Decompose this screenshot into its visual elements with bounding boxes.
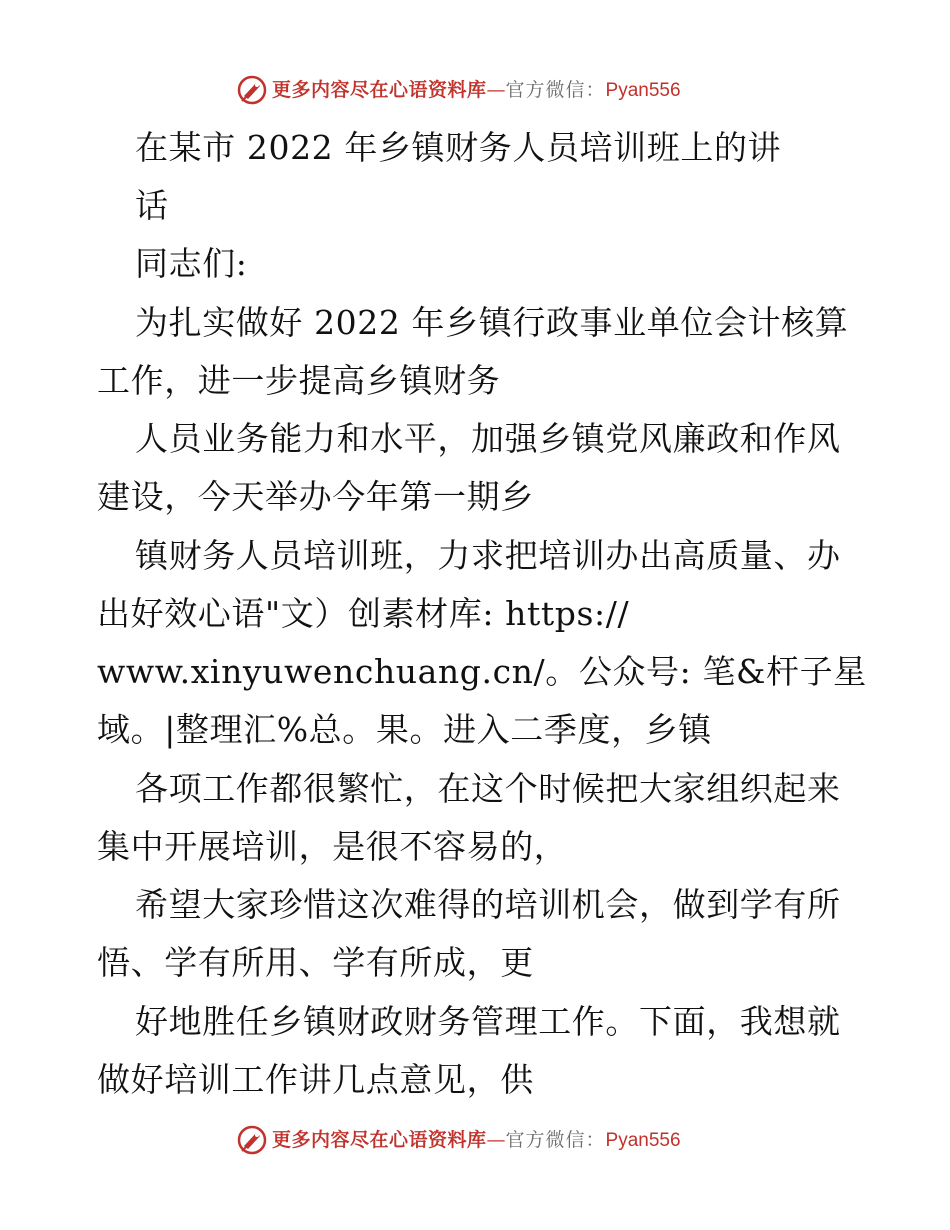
doc-title-line-2: 话 — [135, 186, 169, 225]
doc-line: 悟、学有所用、学有所成，更 — [97, 943, 534, 982]
banner-red-text: 更多内容尽在心语资料库 — [272, 79, 487, 101]
doc-line: 希望大家珍惜这次难得的培训机会，做到学有所 — [135, 885, 841, 924]
doc-line: 各项工作都很繁忙，在这个时候把大家组织起来 — [135, 769, 841, 808]
pen-nib-logo-icon — [236, 1124, 268, 1156]
banner-grey-text: 官方微信： — [505, 1129, 606, 1151]
doc-line: 好地胜任乡镇财政财务管理工作。下面，我想就 — [135, 1002, 841, 1041]
footer-banner — [0, 1120, 950, 1160]
doc-line: www.xinyuwenchuang.cn/。公众号: 笔&杆子星 — [97, 652, 867, 691]
doc-line: 镇财务人员培训班，力求把培训办出高质量、办 — [135, 536, 841, 575]
doc-line: 出好效心语"文）创素材库: https:// — [97, 594, 630, 633]
doc-line: 为扎实做好 2022 年乡镇行政事业单位会计核算 — [135, 303, 849, 342]
doc-salutation: 同志们: — [135, 244, 248, 283]
doc-line: 做好培训工作讲几点意见，供 — [97, 1060, 534, 1099]
doc-title-line-1: 在某市 2022 年乡镇财务人员培训班上的讲 — [135, 128, 782, 167]
banner-account: Pyan556 — [605, 1130, 681, 1151]
banner-dash: — — [486, 1129, 506, 1151]
banner-text — [272, 1127, 681, 1154]
banner-account: Pyan556 — [605, 80, 681, 101]
banner-dash: — — [486, 79, 506, 101]
header-banner — [0, 70, 950, 110]
banner-grey-text: 官方微信： — [505, 79, 606, 101]
banner-red-text: 更多内容尽在心语资料库 — [272, 1129, 487, 1151]
pen-nib-logo-icon — [236, 74, 268, 106]
banner-text — [272, 77, 681, 104]
doc-line: 人员业务能力和水平，加强乡镇党风廉政和作风 — [135, 419, 841, 458]
doc-line: 域。|整理汇%总。果。进入二季度，乡镇 — [97, 710, 712, 749]
doc-line: 工作，进一步提高乡镇财务 — [97, 361, 501, 400]
doc-line: 建设，今天举办今年第一期乡 — [97, 477, 534, 516]
doc-line: 集中开展培训，是很不容易的， — [97, 827, 568, 866]
